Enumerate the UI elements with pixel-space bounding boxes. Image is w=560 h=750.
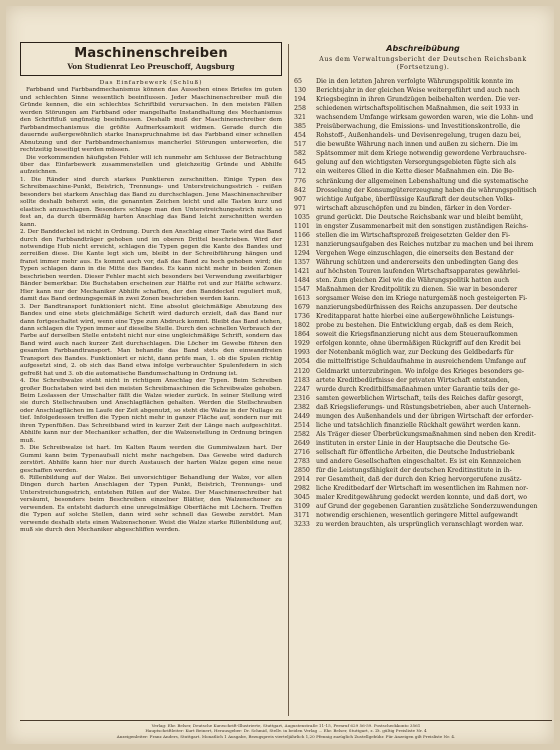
exercise-line bbox=[294, 448, 552, 457]
article-title: Maschinenschreiben bbox=[74, 46, 228, 61]
exercise-line-text: Geldmarkt unterzubringen. Wo infolge des Krieges besonders ge- bbox=[316, 367, 524, 375]
exercise-line bbox=[294, 122, 552, 131]
article-paragraph: Farbband und Farbbandmechanismus können das Aussehen eines Briefes im guten und schlechten Sinne wesentlich beeinflussen. Jeder Maschinenschreiber muß die Gründe kennen, die ein schlechtes Schriftbild verursachen. In den meisten Fällen werden Störungen am Farbband oder mangelhafte Instandhaltung des Mechanismus den Schriftfluß ungünstig beeinflussen. Deshalb muß der Maschinenschreiber dem Farbbandmechanismus die größte Aufmerksamkeit widmen. Gerade durch die dauernde außergewöhnlich starke Inanspruchnahme ist das Farbband einer schnellen Abnutzung und der Farbbandmechanismus mancherlei Störungen unterworfen, die rechtzeitig beseitigt werden müssen. bbox=[20, 87, 282, 154]
syllable-count: 1993 bbox=[294, 349, 310, 357]
exercise-line-text: für die Leistungsfähigkeit der deutschen Kreditinstitute in ih- bbox=[316, 467, 512, 475]
exercise-line-text: der Notenbank möglich war, zur Deckung des Geldbedarfs für bbox=[316, 349, 514, 357]
exercise-line-text: sorgsamer Weise den im Kriege naturgemäß noch gesteigerten Fi- bbox=[316, 295, 528, 303]
syllable-count: 2582 bbox=[294, 430, 310, 438]
exercise-line-text: in engster Zusammenarbeit mit den sonstigen zuständigen Reichs- bbox=[316, 222, 529, 230]
exercise-line-text: rer Gesamtheit, daß der durch den Krieg hervorgerufene zusätz- bbox=[316, 476, 522, 484]
article-paragraph: 2. Der Banddeckel ist nicht in Ordnung. Durch den Anschlag einer Taste wird das Band durch den Farbbandträger gehoben und im oberen Drittel beschrieben. Wird der notwendige Hub nicht erreicht, schlagen die Typen gegen die Kante des Bandes und zerreißen diese. Die Kante legt sich um, bleibt in der Schreibführung hängen und franst immer mehr aus. Es kommt auch vor, daß das Band zu hoch gehoben wird; die Typen schlagen dann in die Mitte des Bandes. Es kann nicht mehr in beiden Zonen beschrieben werden. Dieser Fehler macht sich besonders bei Verwendung zweifarbiger Bänder bemerkbar. Die Buchstaben erscheinen zur Hälfte rot und zur Hälfte schwarz. Hier kann nur der Mechaniker Abhilfe schaffen, der den Banddeckel reguliert muß, damit das Band ordnungsgemäß in zwei Zonen beschrieben werden kann. bbox=[20, 229, 282, 303]
exercise-line-text: sellschaft für öffentliche Arbeiten, die Deutsche Industriebank bbox=[316, 448, 515, 456]
exercise-line-text: auf Grund der gegebenen Garantien zusätzliche Sonderzuwendungen bbox=[316, 503, 538, 511]
article-paragraph: 1. Die Ränder sind durch starkes Punktieren zerschnitten. Einige Typen des Schreibmaschine-Punkt, Beistrich, Trennungs- und Unterstreichungsstrich - reißen besonders bei starkem Anschlag das Band zu durchschlagen. Jene Maschinenschreiber sollte deshalb beherzt sein, die genannten Zeichen leicht und alle Tasten kurz und elastisch anzuschlagen. Besonders schlage man den Unterstreichungsstrich nicht so fest an, da durch übermäßig harten Anschlag das Band leicht zerschnitten werden kann. bbox=[20, 176, 282, 228]
exercise-line-text: Als Träger dieser Überbrückungsmaßnahmen sind neben den Kredit- bbox=[316, 430, 536, 438]
exercise-line bbox=[294, 149, 552, 158]
exercise-line bbox=[294, 484, 552, 493]
exercise-line-text: daß Kriegslieferungs- und Rüstungsbetrieben, aber auch Unterneh- bbox=[316, 403, 531, 411]
exercise-line-text: erfolgen konnte, ohne übermäßigen Rückgriff auf den Kredit bei bbox=[316, 340, 521, 348]
exercise-line-text: wichtige Aufgabe, überflüssige Kaufkraft der deutschen Volks- bbox=[316, 195, 515, 203]
exercise-line-text: schiedenen wirtschaftspolitischen Maßnahmen, die seit 1933 in bbox=[316, 105, 519, 113]
syllable-count: 130 bbox=[294, 87, 306, 95]
syllable-count: 842 bbox=[294, 186, 306, 194]
exercise-line-text: Drosselung der Konsumgütererzeugung haben die währungspolitisch bbox=[316, 186, 537, 194]
syllable-count: 65 bbox=[294, 78, 302, 85]
exercise-line bbox=[294, 285, 552, 294]
syllable-count: 971 bbox=[294, 204, 306, 212]
exercise-line-text: notwendig erschienen, wesentlich geringere Mittel aufgewandt bbox=[316, 512, 518, 520]
exercise-line bbox=[294, 95, 552, 104]
syllable-count: 3171 bbox=[294, 512, 310, 520]
exercise-line bbox=[294, 222, 552, 231]
exercise-line-text: die mittelfristige Schuldaufnahme in ausreichendem Umfange auf bbox=[316, 358, 526, 366]
exercise-line bbox=[294, 140, 552, 149]
exercise-line bbox=[294, 475, 552, 484]
syllable-count: 3109 bbox=[294, 503, 310, 511]
exercise-line bbox=[294, 321, 552, 330]
exercise-column bbox=[294, 44, 552, 529]
exercise-line bbox=[294, 195, 552, 204]
syllable-count: 2054 bbox=[294, 358, 310, 366]
exercise-line-text: Rohstoff-, Außenhandels- und Devisenregelung, trugen dazu bei, bbox=[316, 132, 522, 140]
syllable-count: 1929 bbox=[294, 340, 310, 348]
exercise-line bbox=[294, 104, 552, 113]
syllable-count: 2247 bbox=[294, 385, 310, 393]
syllable-count: 2850 bbox=[294, 467, 310, 475]
syllable-count: 258 bbox=[294, 105, 306, 113]
exercise-line bbox=[294, 177, 552, 186]
exercise-line bbox=[294, 240, 552, 249]
syllable-count: 1547 bbox=[294, 286, 310, 294]
exercise-line bbox=[294, 267, 552, 276]
exercise-line-text: nanzierungsaufgaben des Reiches nutzbar zu machen und bei ihrem bbox=[316, 240, 534, 248]
exercise-line-text: die bewußte Währung nach innen und außen zu sichern. Die im bbox=[316, 141, 518, 149]
exercise-line bbox=[294, 186, 552, 195]
syllable-count: 1802 bbox=[294, 322, 310, 330]
article-paragraph: 4. Die Schreibwalze steht nicht in richtigem Anschlag der Typen. Beim Schreiben großer Buchstaben wird bei den meisten Schreibmaschinen die Schreibwalze gehoben. Beim Loslassen der Umschalter fällt die Walze wieder zurück. In seiner Stellung wird sie durch Stellschrauben und Anschlagflächen gehalten. Werden die Stellschrauben oder Anschlagflächen im Laufe der Zeit abgenutzt, so steht die Walze in der Nullage zu tief. Infolgedessen treffen die Typen nicht mehr in ganzer Fläche auf, sondern nur mit ihren Typenfüßen. Das Schreibband wird in kurzer Zeit der Länge nach aufgeschlitzt. Abhilfe kann nur der Mechaniker schaffen, der die Walzenstellung in Ordnung bringen muß. bbox=[20, 378, 282, 444]
exercise-line bbox=[294, 312, 552, 321]
exercise-line-text: instituten in erster Linie in der Hauptsache die Deutsche Ge- bbox=[316, 439, 511, 447]
exercise-line bbox=[294, 258, 552, 267]
exercise-line bbox=[294, 511, 552, 520]
syllable-count: 385 bbox=[294, 123, 306, 131]
syllable-count: 2716 bbox=[294, 448, 310, 456]
exercise-line-text: auf höchsten Touren laufenden Wirtschaftsapparates gewährlei- bbox=[316, 267, 520, 275]
exercise-line bbox=[294, 394, 552, 403]
exercise-line bbox=[294, 294, 552, 303]
syllable-count: 1357 bbox=[294, 258, 310, 266]
exercise-line-text: maler Kreditgewährung gedeckt werden konnte, und daß dort, wo bbox=[316, 494, 528, 502]
exercise-line bbox=[294, 77, 552, 86]
exercise-line bbox=[294, 276, 552, 285]
exercise-line bbox=[294, 231, 552, 240]
exercise-subheading: Aus dem Verwaltungsbericht der Deutschen Reichsbank (Fortsetzung). bbox=[319, 56, 527, 71]
exercise-line-text: Berichtsjahr in der gleichen Weise weitergeführt und auch nach bbox=[316, 87, 520, 95]
exercise-line-text: wachsendem Umfange wirksam geworden waren, wie die Lohn- und bbox=[316, 114, 534, 122]
exercise-line bbox=[294, 412, 552, 421]
exercise-line bbox=[294, 131, 552, 140]
exercise-line-text: und andere Gesellschaften eingeschaltet. Es ist ein Kennzeichen bbox=[316, 457, 521, 465]
exercise-line bbox=[294, 339, 552, 348]
footer-line: Anzeigenleiter: Franz Anders, Stuttgart. Monatlich 1 Ausgabe, Bezugspreis vierteljährlich 1,20 Pfennig zuzüglich Zustellgebühr. Für Anzeigen gilt Preisliste Nr. 4. bbox=[116, 733, 456, 739]
article-paragraph: 5. Die Schreibwalze ist hart. Im Kalten Raum werden die Gummiwalzen hart. Der Gummi kann beim Typenaufsall nicht mehr nachgeben. Das Gewebe wird dadurch zerstört. Abhilfe kann hier nur durch Austausch der harten Walze gegen eine neue geschaffen werden. bbox=[20, 445, 282, 474]
syllable-count: 1484 bbox=[294, 277, 310, 285]
publisher-footer bbox=[20, 720, 552, 739]
syllable-count: 2449 bbox=[294, 412, 310, 420]
exercise-lines bbox=[294, 77, 552, 529]
exercise-line-text: artete Kreditbedürfnisse der privaten Wirtschaft entstanden, bbox=[316, 376, 510, 384]
syllable-count: 1101 bbox=[294, 222, 310, 230]
exercise-line-text: Kreditapparat hatte hierbei eine außergewöhnliche Leistungs- bbox=[316, 313, 515, 321]
syllable-count: 1294 bbox=[294, 249, 310, 257]
exercise-line-text: probe zu bestehen. Die Entwicklung ergab, daß es dem Reich, bbox=[316, 322, 514, 330]
exercise-line bbox=[294, 385, 552, 394]
exercise-line-text: gelung auf den wichtigsten Versorgungsgebieten fügte sich als bbox=[316, 159, 516, 167]
exercise-line bbox=[294, 457, 552, 466]
syllable-count: 776 bbox=[294, 177, 306, 185]
exercise-line bbox=[294, 520, 552, 529]
syllable-count: 2783 bbox=[294, 457, 310, 465]
exercise-line-text: wurde durch Kreditbilfsmaßnahmen unter Garantie teils der ge- bbox=[316, 385, 520, 393]
exercise-line bbox=[294, 348, 552, 357]
syllable-count: 2649 bbox=[294, 439, 310, 447]
syllable-count: 1421 bbox=[294, 267, 310, 275]
exercise-line-text: soweit die Kriegsfinanzierung nicht aus dem Steueraufkommen bbox=[316, 331, 518, 339]
exercise-line-text: Kriegsbeginn in ihren Grundzügen beibehalten werden. Die ver- bbox=[316, 96, 521, 104]
exercise-line bbox=[294, 249, 552, 258]
exercise-line-text: Maßnahmen der Kreditpolitik zu dienen. Sie war in besonderer bbox=[316, 286, 518, 294]
syllable-count: 645 bbox=[294, 159, 306, 167]
exercise-line bbox=[294, 357, 552, 366]
syllable-count: 907 bbox=[294, 195, 306, 203]
footer-line: Verlag: Ehr. Belser, Deutsche Kurzschrift-Illustrierte, Stuttgart, Augustenstraße 11-15, Fernruf 629 56-59. Postscheckkonto 3561 bbox=[151, 723, 421, 728]
exercise-heading: Abschreibübung bbox=[386, 44, 460, 53]
syllable-count: 1679 bbox=[294, 304, 310, 312]
syllable-count: 1736 bbox=[294, 313, 310, 321]
article-body bbox=[20, 80, 282, 535]
syllable-count: 2514 bbox=[294, 421, 310, 429]
exercise-line bbox=[294, 502, 552, 511]
exercise-line bbox=[294, 376, 552, 385]
syllable-count: 2982 bbox=[294, 485, 310, 493]
exercise-line bbox=[294, 86, 552, 95]
exercise-line-text: wirtschaft abzuschöpfen und zu binden, färker in den Vorder- bbox=[316, 204, 512, 212]
syllable-count: 1231 bbox=[294, 240, 310, 248]
article-paragraph: 6. Rillenbildung auf der Walze. Bei unvorsichtiger Behandlung der Walze, vor allen Dingen durch harten Anschlagen der Typen Punkt, Beistrich, Trennungs- und Unterstreichungsstrich, entstehen Rillen auf der Walze. Der Maschinenschreiber hat versäumt, besonders beim Beschreiben einzelner Blätter, den Walzenschoner zu verwenden. Es entsteht dadurch eine unregelmäßige Oberfläche mit Löchern. Treffen die Typen auf solche Stellen, dann wird sehr schnell das Gewebe zerstört. Man verwende deshalb stets einen Walzenschoner. Weist die Walze starke Rillenbildung auf, muß sie durch den Mechaniker abgeschliffen werden. bbox=[20, 475, 282, 534]
syllable-count: 1035 bbox=[294, 213, 310, 221]
syllable-count: 517 bbox=[294, 141, 306, 149]
syllable-count: 3045 bbox=[294, 494, 310, 502]
newspaper-page bbox=[6, 6, 554, 744]
syllable-count: 2316 bbox=[294, 394, 310, 402]
exercise-line bbox=[294, 430, 552, 439]
syllable-count: 1613 bbox=[294, 295, 310, 303]
article-title-box bbox=[20, 42, 282, 76]
syllable-count: 454 bbox=[294, 132, 306, 140]
syllable-count: 321 bbox=[294, 114, 306, 122]
exercise-line-text: samten gewerblichen Wirtschaft, teils des Reiches dafür gesorgt, bbox=[316, 394, 524, 402]
syllable-count: 1166 bbox=[294, 231, 310, 239]
article-paragraph: Die vorkommenden häufigsten Fehler will ich nunmehr am Schlusse der Betrachtung über das Einfarbewerk zusammenstellen und gleichzeitig Gründe und Abhilfe aufzeichnen. bbox=[20, 154, 282, 176]
article-paragraph: 3. Der Bandtransport funktioniert nicht. Eine absolut gleichmäßige Abnutzung des Bandes und eine stets gleichmäßige Schrift wird dadurch erzielt, daß das Band nur dann fortgeschaltet wird, wenn eine Type zum Abdruck kommt. Bleibt das Band stehen, dann schlagen die Typen immer auf dieselbe Stelle. Durch den schnellen Verbrauch der Farbe auf derselben Stelle entsteht nicht nur eine ungleichmäßige Schrift, sondern das Band wird auch nach kurzer Zeit durchschlagen. Die Löcher im Gewebe führen den gesamten Farbbandtransport. Man behandle das Band stets den einwandfreien Transport des Bandes. Funktioniert er nicht, dann prüfe man, 1. ob die Spulen richtig aufgesetzt sind, 2. ob sich das Band etwa infolge verbrauchter Spulenfedern in sich gefreßt hat und 3. ob die automatische Bandumschaltung in Ordnung ist. bbox=[20, 303, 282, 377]
article-section-heading: Das Einfarbewerk (Schluß) bbox=[99, 80, 203, 86]
exercise-line bbox=[294, 167, 552, 176]
exercise-line bbox=[294, 466, 552, 475]
exercise-line-text: stellen die im Wirtschaftsprozeß freigesetzten Gelder den Fi- bbox=[316, 231, 511, 239]
syllable-count: 2382 bbox=[294, 403, 310, 411]
exercise-line bbox=[294, 204, 552, 213]
exercise-line bbox=[294, 421, 552, 430]
syllable-count: 712 bbox=[294, 168, 306, 176]
exercise-line-text: Preisüberwachung, die Emissions- und Investitionskontrolle, die bbox=[316, 123, 521, 131]
syllable-count: 194 bbox=[294, 96, 306, 104]
syllable-count: 2183 bbox=[294, 376, 310, 384]
exercise-line bbox=[294, 113, 552, 122]
syllable-count: 2914 bbox=[294, 476, 310, 484]
article-author: Von Studienrat Leo Preuschoff, Augsburg bbox=[67, 62, 235, 71]
exercise-line-text: Vergehen Wege einzuschlagen, die einerseits den Bestand der bbox=[316, 249, 514, 257]
exercise-line bbox=[294, 213, 552, 222]
exercise-line-text: ein weiteres Glied in die Kette dieser Maßnahmen ein. Die Be- bbox=[316, 168, 515, 176]
exercise-line bbox=[294, 330, 552, 339]
column-divider bbox=[288, 44, 289, 716]
exercise-line bbox=[294, 158, 552, 167]
exercise-line-text: nanzierungsbedürfnissen des Reichs anzupassen. Der deutsche bbox=[316, 304, 518, 312]
exercise-line-text: liche Kreditbedarf der Wirtschaft im wesentlichen im Rahmen nor- bbox=[316, 485, 529, 493]
exercise-line bbox=[294, 367, 552, 376]
exercise-line bbox=[294, 493, 552, 502]
syllable-count: 582 bbox=[294, 150, 306, 158]
exercise-line bbox=[294, 303, 552, 312]
exercise-line-text: liche und tatsächlich finanzielle Rückhalt gewährt werden kann. bbox=[316, 421, 521, 429]
exercise-line-text: schränkung der allgemeinen Lebenshaltung und die systematische bbox=[316, 177, 529, 185]
exercise-line-text: sten. Zum gleichen Ziel wie die Währungspolitik hatten auch bbox=[316, 277, 510, 285]
exercise-line-text: mungen des Außenhandels und der übrigen Wirtschaft der erforder- bbox=[316, 412, 534, 420]
footer-line: Hauptschriftleiter: Kurt Beinert, Herausgeber: Dr. Schmid, Stellv. in beiden Verlag ... Ehr. Belser, Stuttgart, z. Zt. gültig Preisliste Nr. 4 bbox=[145, 728, 427, 734]
syllable-count: 1864 bbox=[294, 331, 310, 339]
exercise-line bbox=[294, 439, 552, 448]
syllable-count: 3233 bbox=[294, 521, 310, 529]
exercise-line bbox=[294, 403, 552, 412]
exercise-line-text: Spätsommer mit dem Kriege notwendig gewordene Verbrauchsre- bbox=[316, 150, 527, 158]
exercise-line-text: zu werden brauchten, als ursprünglich veranschlagt worden war. bbox=[316, 521, 524, 529]
exercise-line-text: grund gerückt. Die Deutsche Reichsbank war und bleibt bemüht, bbox=[316, 213, 523, 221]
exercise-line-text: Währung schützen und andererseits den unbedingten Gang des bbox=[316, 258, 519, 266]
exercise-line-text: Die in den letzten Jahren verfolgte Währungspolitik konnte im bbox=[316, 78, 514, 85]
syllable-count: 2120 bbox=[294, 367, 310, 375]
article-column bbox=[20, 42, 282, 535]
